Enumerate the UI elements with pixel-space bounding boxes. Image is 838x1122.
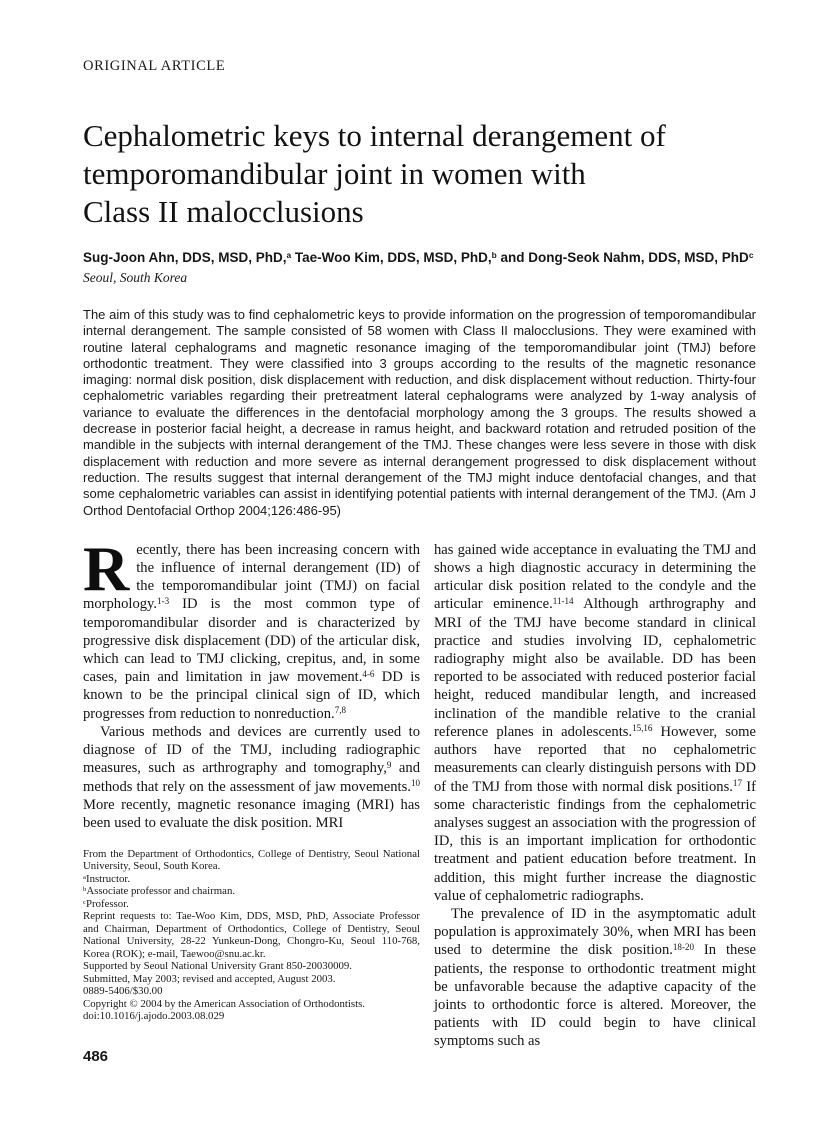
footnote-reprint-requests: Reprint requests to: Tae-Woo Kim, DDS, MSD, PhD, Associate Professor and Chairman, Department of Orthodontics, College of Dentistry, Seoul National University, 28-22 Yunkeun-Dong, Chongro-Ku, Seoul 110-768, Korea (ROK); e-mail, Taewoo@snu.ac.kr. (83, 910, 420, 960)
article-title (83, 117, 756, 231)
footnote-line: $^c$Professor. (83, 897, 129, 910)
body-columns (83, 532, 756, 1051)
title-line: temporomandibular joint in women with (83, 156, 586, 191)
footnote-line: $^b$Associate professor and chairman. (83, 885, 236, 898)
article-type-label: ORIGINAL ARTICLE (83, 58, 226, 74)
footnote-copyright: Copyright © 2004 by the American Association of Orthodontists. (83, 997, 365, 1010)
title-line: Cephalometric keys to internal derangement of (83, 118, 666, 153)
author-location: Seoul, South Korea (83, 270, 188, 285)
body-paragraph: Various methods and devices are currently used to diagnose of ID of the TMJ, including radiographic measures, such as arthrography and tomography,$^9$ and methods that rely on the assessment of jaw movements.$^{10}$ More recently, magnetic resonance imaging (MRI) has been used to evaluate the disk position. MRI (83, 723, 420, 831)
footnote-affiliation: From the Department of Orthodontics, College of Dentistry, Seoul National University, Seoul, South Korea. (83, 847, 420, 873)
footnote-issn-price: 0889-5406/$30.00 (83, 985, 163, 998)
left-column (83, 532, 420, 1023)
footnote-doi: doi:10.1016/j.ajodo.2003.08.029 (83, 1010, 225, 1023)
page-content (83, 0, 756, 1051)
author-line: Sug-Joon Ahn, DDS, MSD, PhD,$^a$ Tae-Woo Kim, DDS, MSD, PhD,$^b$ and Dong-Seok Nahm, DDS, MSD, PhD$^c$ (83, 249, 754, 265)
footnote-support: Supported by Seoul National University Grant 850-20030009. (83, 960, 352, 973)
footnote-submission: Submitted, May 2003; revised and accepted, August 2003. (83, 972, 336, 985)
intro-paragraph (83, 532, 420, 723)
paragraph-text: ecently, there has been increasing concern with the influence of internal derangement (ID) of the temporomandibular joint (TMJ) on facial morphology.$^{1-3}$ ID is the most common type of temporomandibular disorder and is characterized by progressive disk displacement (DD) of the articular disk, which can lead to TMJ clicking, crepitus, and, in some cases, pain and limitation in jaw movement.$^{4-6}$ DD is known to be the principal clinical sign of ID, which progresses from reduction to nonreduction.$^{7,8}$ (83, 541, 420, 722)
abstract-paragraph: The aim of this study was to find cephalometric keys to provide information on the progression of temporomandibular internal derangement. The sample consisted of 58 women with Class II malocclusions. They were examined with routine lateral cephalograms and magnetic resonance imaging of the temporomandibular joint (TMJ) before orthodontic treatment. They were classified into 3 groups according to the results of the magnetic resonance imaging: normal disk position, disk displacement with reduction, and disk displacement without reduction. Thirty-four cephalometric variables regarding their pretreatment lateral cephalograms were analyzed by 1-way analysis of variance to evaluate the differences in the dentofacial morphology among the 3 groups. The results showed a decrease in posterior facial height, a decrease in ramus height, and backward rotation and retruded position of the mandible in the subjects with internal derangement of the TMJ. These changes were less severe in those with disk displacement with reduction and more severe as internal derangement progressed to disk displacement without reduction. The results suggest that internal derangement of the TMJ might induce dentofacial changes, and that some cephalometric variables can assist in identifying potential patients with internal derangement of the TMJ. (Am J Orthod Dentofacial Orthop 2004;126:486-95) (83, 307, 756, 518)
page-number: 486 (83, 1048, 109, 1065)
title-line: Class II malocclusions (83, 194, 364, 229)
drop-cap: R (83, 532, 130, 604)
footnotes-block (83, 848, 420, 1023)
footnote-line: $^a$Instructor. (83, 872, 131, 885)
right-column (434, 541, 756, 1051)
body-paragraph: The prevalence of ID in the asymptomatic adult population is approximately 30%, when MRI has been used to determine the disk position.$^{18-20}$ In these patients, the response to orthodontic treatment might be unfavorable because the adaptive capacity of the joints to orthodontic force is altered. Moreover, the patients with ID could begin to have clinical symptoms such as (434, 905, 756, 1050)
body-paragraph: has gained wide acceptance in evaluating the TMJ and shows a high diagnostic accuracy in determining the articular disk position related to the condyle and the articular eminence.$^{11-14}$ Although arthrography and MRI of the TMJ have become standard in clinical practice and studies involving ID, cephalometric radiography might also be available. DD has been reported to be associated with reduced posterior facial height, reduced mandibular length, and increased inclination of the mandible relative to the cranial reference planes in adolescents.$^{15,16}$ However, some authors have reported that no cephalometric measurements can clearly distinguish persons with DD of the TMJ from those with normal disk positions.$^{17}$ If some characteristic findings from the cephalometric analyses suggest an association with the progression of ID, this is an important implication for orthodontic treatment and patient education before treatment. In addition, this might further increase the diagnostic value of cephalometric radiographs. (434, 541, 756, 904)
